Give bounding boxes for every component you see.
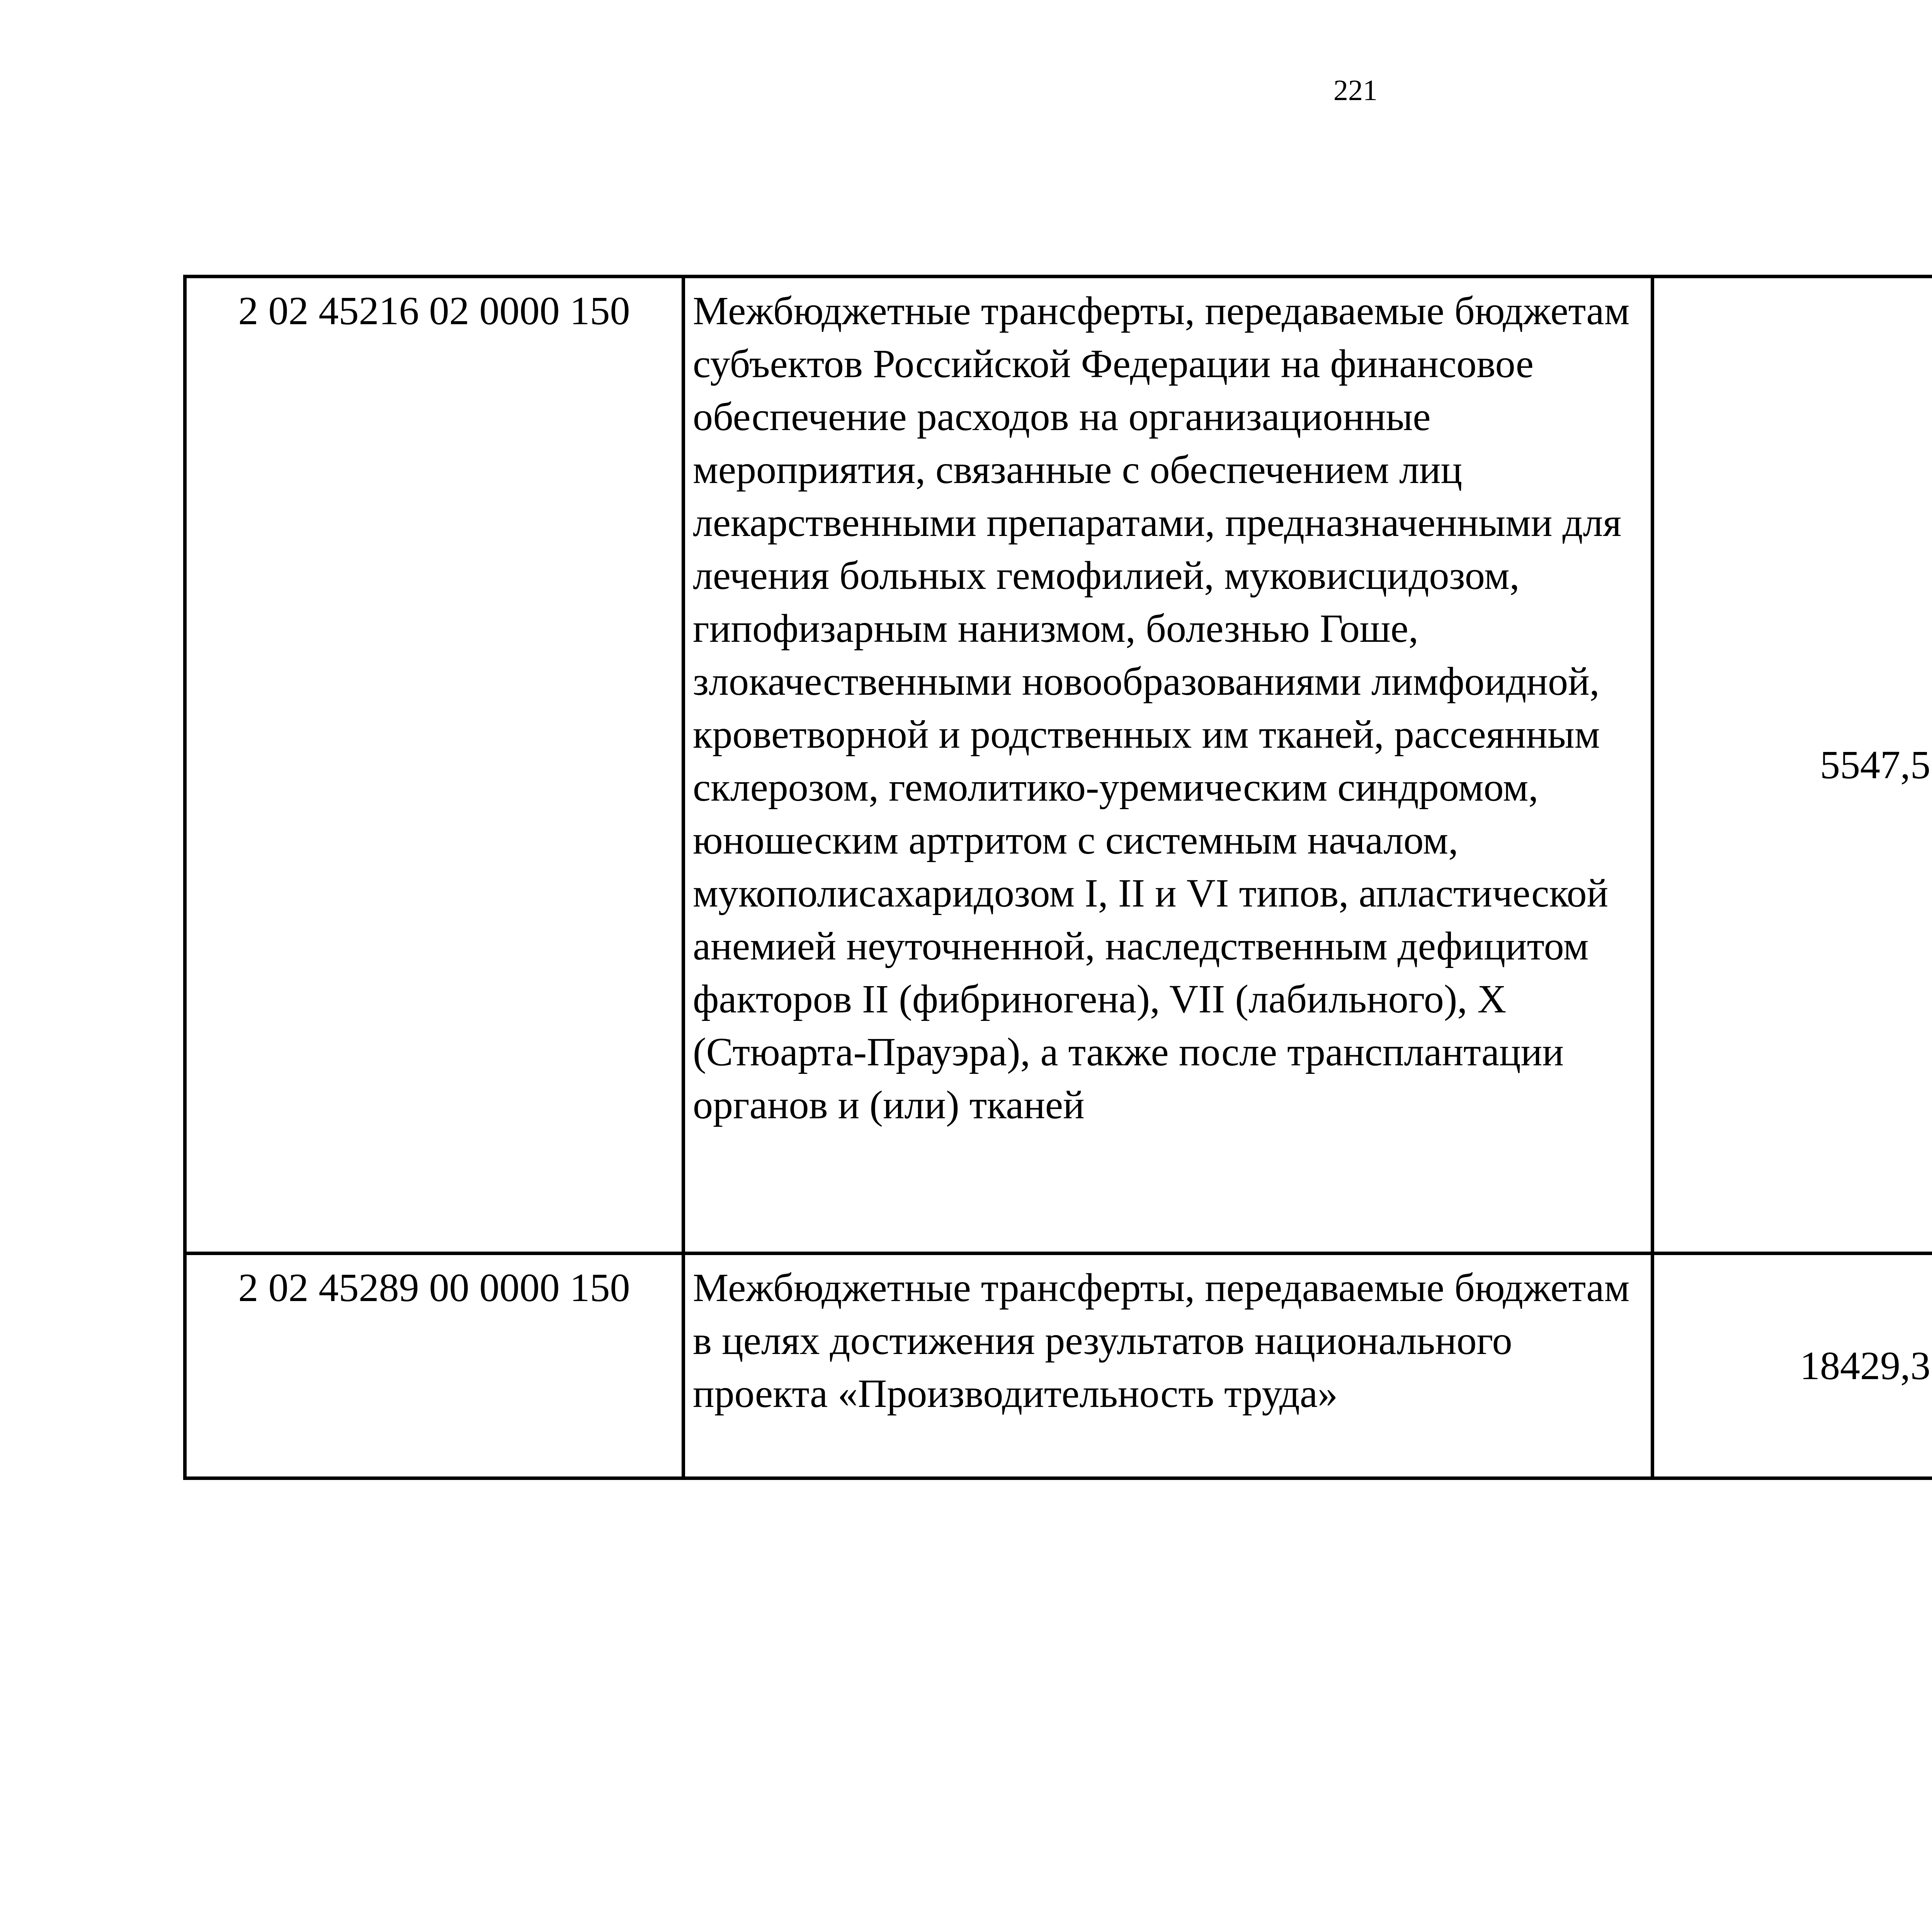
- page-number: 221: [1333, 74, 1378, 107]
- table-row: [185, 277, 1932, 1254]
- amount-cell: 18429,3: [1653, 1254, 1932, 1478]
- table-row: [185, 1254, 1932, 1478]
- budget-code-cell: 2 02 45289 00 0000 150: [185, 1254, 684, 1478]
- description-cell: Межбюджетные трансферты, передаваемые бюджетам субъектов Российской Федерации на финансовое обеспечение расходов на организационные мероприятия, связанные с обеспечением лиц лекарственными препаратами, предназначенными для лечения больных гемофилией, муковисцидозом, гипофизарным нанизмом, болезнью Гоше, злокачественными новообразованиями лимфоидной, кроветворной и родственных им тканей, рассеянным склерозом, гемолитико-уремическим синдромом, юношеским артритом с системным началом, мукополисахаридозом I, II и VI типов, апластической анемией неуточненной, наследственным дефицитом факторов II (фибриногена), VII (лабильного), X (Стюарта-Прауэра), а также после трансплантации органов и (или) тканей: [684, 277, 1653, 1254]
- description-cell: Межбюджетные трансферты, передаваемые бюджетам в целях достижения результатов национального проекта «Производительность труда»: [684, 1254, 1653, 1478]
- budget-code-cell: 2 02 45216 02 0000 150: [185, 277, 684, 1254]
- budget-table: [183, 275, 1932, 1480]
- amount-cell: 5547,5: [1653, 277, 1932, 1254]
